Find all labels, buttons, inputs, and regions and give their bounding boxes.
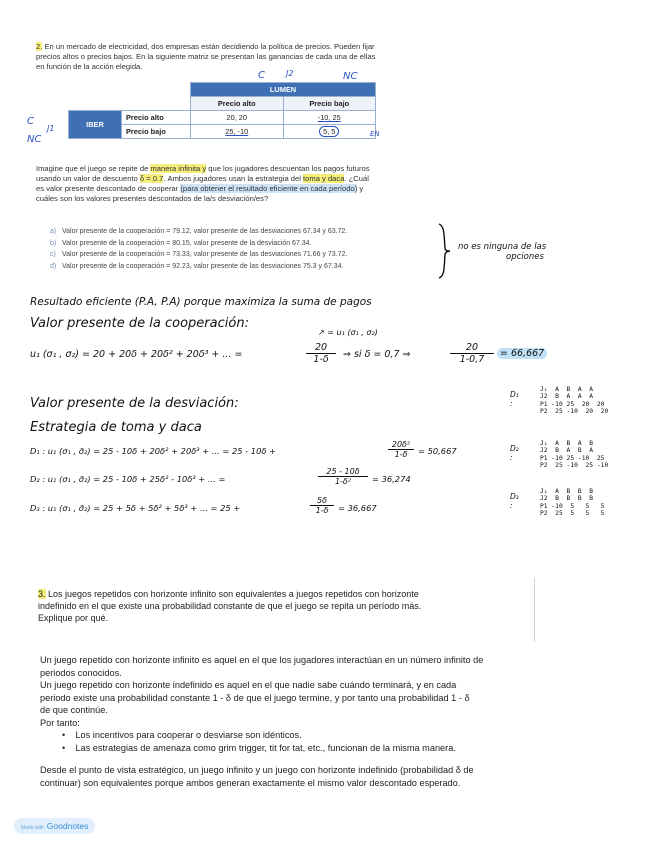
d2-result: = 36,274	[372, 474, 411, 484]
brace-icon	[436, 222, 452, 280]
payoff-matrix	[68, 82, 376, 139]
list-item: • Las estrategias de amenaza como grim trigger, tit for tat, etc., funcionan de la misma manera.	[62, 742, 456, 753]
annotation-nc-top: NC	[343, 71, 358, 82]
matrix-row-player: IBER	[69, 111, 122, 139]
d3-result: = 36,667	[338, 503, 377, 513]
option-item[interactable]: b) Valor presente de la cooperación = 80.15, valor presente de la desviación 67.34.	[50, 239, 312, 247]
matrix-col-header: Precio alto	[191, 97, 284, 111]
dev-title: Valor presente de la desviación:	[30, 396, 239, 411]
matrix-cell: 25, -10	[191, 125, 284, 139]
matrix-col-header: Precio bajo	[283, 97, 376, 111]
matrix-row-header: Precio bajo	[122, 125, 191, 139]
annotation-j2-top: J2	[286, 69, 294, 78]
q3-prompt: 3. Los juegos repetidos con horizonte infinito son equivalentes a juegos repetidos con horizonte indefinido en el que existe una probabilidad constante de que el juego se repita un período más. Explique por qué.	[38, 589, 422, 623]
q2-intro: 2. En un mercado de electricidad, dos empresas están decidiendo la política de precios. Pueden fijar precios altos o precios bajos. En la siguiente matriz se presentan las ganancias de cada una de ellas en función de la acción elegida.	[36, 42, 376, 71]
annotation-c-top: C	[258, 70, 265, 81]
annotation-j1-left: J1	[47, 124, 55, 133]
coop-arrow-note: ↗ = u₁ (σ₁ , σ₂)	[318, 328, 378, 337]
goodnotes-badge[interactable]: Made with Goodnotes	[14, 818, 95, 834]
matrix-row-header: Precio alto	[122, 111, 191, 125]
efficient-result: Resultado eficiente (P.A, P.A) porque maximiza la suma de pagos	[30, 296, 372, 308]
d3-fraction: 5δ 1-δ	[310, 496, 334, 515]
q2-number: 2.	[36, 42, 43, 51]
divider	[534, 578, 535, 642]
option-item[interactable]: a) Valor presente de la cooperación = 79.12, valor presente de las desviaciones 67.34 y 63.72.	[50, 228, 348, 235]
q3-answer: Un juego repetido con horizonte infinito es aquel en el que los jugadores interactúan en un número infinito de periodos conocidos. Un juego repetido con horizonte indefinido es aquel en el que nadie sabe cuándo terminará, y en cada periodo existe una probabilidad constante 1 - δ de que el juego termine, y por tanto una probabilidad 1 - δ de que continúe. Por tanto: • Los incentivos para cooperar o desviarse son idénticos. • Las estrategias de amenaza como grim trigger, tit for tat, etc., funcionan de la misma manera. Desde el punto de vista estratégico, un juego infinito y un juego con horizonte indefinido (probabilidad δ de continuar) son equivalentes porque ambos generan exactamente el mismo valor descontado esperado.	[40, 654, 630, 789]
q2-paragraph: Imagine que el juego se repite de manera infinita y que los jugadores descuentan los pagos futuros usando un valor de descuento δ = 0.7. Ambos jugadores usan la estrategia del toma y daca. ¿Cuál es valor presente descontado de cooperar (para obtener el resultado eficiente en cada período) y cuáles son los valores presentes descontados de la/s desviación/es?	[36, 164, 370, 203]
coop-result: = 66,667	[497, 348, 547, 359]
annotation-en: EN	[370, 130, 380, 138]
coop-substitution: ⇒ si δ = 0,7 ⇒	[343, 349, 411, 360]
d1-fraction: 20δ² 1-δ	[388, 440, 414, 459]
matrix-cell: -10, 25	[283, 111, 376, 125]
d1-result: = 50,667	[418, 446, 457, 456]
coop-equation: u₁ (σ₁ , σ₂) = 20 + 20δ + 20δ² + 20δ³ + ... =	[30, 349, 243, 360]
list-item: • Los incentivos para cooperar o desviarse son idénticos.	[62, 730, 302, 740]
d1-equation: D₁ : u₁ (σ₁ , σ̃₂) = 25 - 10δ + 20δ² + 20δ³ + ... = 25 - 10δ +	[30, 446, 277, 456]
matrix-col-player: LUMEN	[191, 83, 376, 97]
coop-fraction-2: 20 1-0,7	[450, 342, 494, 365]
q3-number: 3.	[38, 589, 46, 599]
annotation-nc-left: NC	[27, 134, 42, 145]
d3-equation: D₃ : u₁ (σ₁ , σ̃₂) = 25 + 5δ + 5δ² + 5δ³ + ... = 25 +	[30, 503, 241, 513]
q2-options	[50, 226, 440, 272]
d2-equation: D₂ : u₁ (σ₁ , σ̃₂) = 25 - 10δ + 25δ² - 10δ³ + ... =	[30, 474, 226, 484]
matrix-cell: 20, 20	[191, 111, 284, 125]
option-item[interactable]: c) Valor presente de la cooperación = 73.33, valor presente de las desviaciones 71.66 y 73.72.	[50, 251, 348, 258]
annotation-c-left: C	[27, 116, 34, 127]
side-note: no es ninguna de las opciones	[458, 242, 547, 262]
d2-fraction: 25 - 10δ 1-δ²	[318, 467, 368, 486]
coop-fraction: 20 1-δ	[306, 342, 336, 365]
coop-title: Valor presente de la cooperación:	[30, 316, 249, 331]
matrix-cell: 5, 5	[283, 125, 376, 139]
strategy-label: Estrategia de toma y daca	[30, 420, 202, 435]
option-item[interactable]: d) Valor presente de la cooperación = 92.23, valor presente de las desviaciones 75.3 y 67.34.	[50, 262, 344, 270]
